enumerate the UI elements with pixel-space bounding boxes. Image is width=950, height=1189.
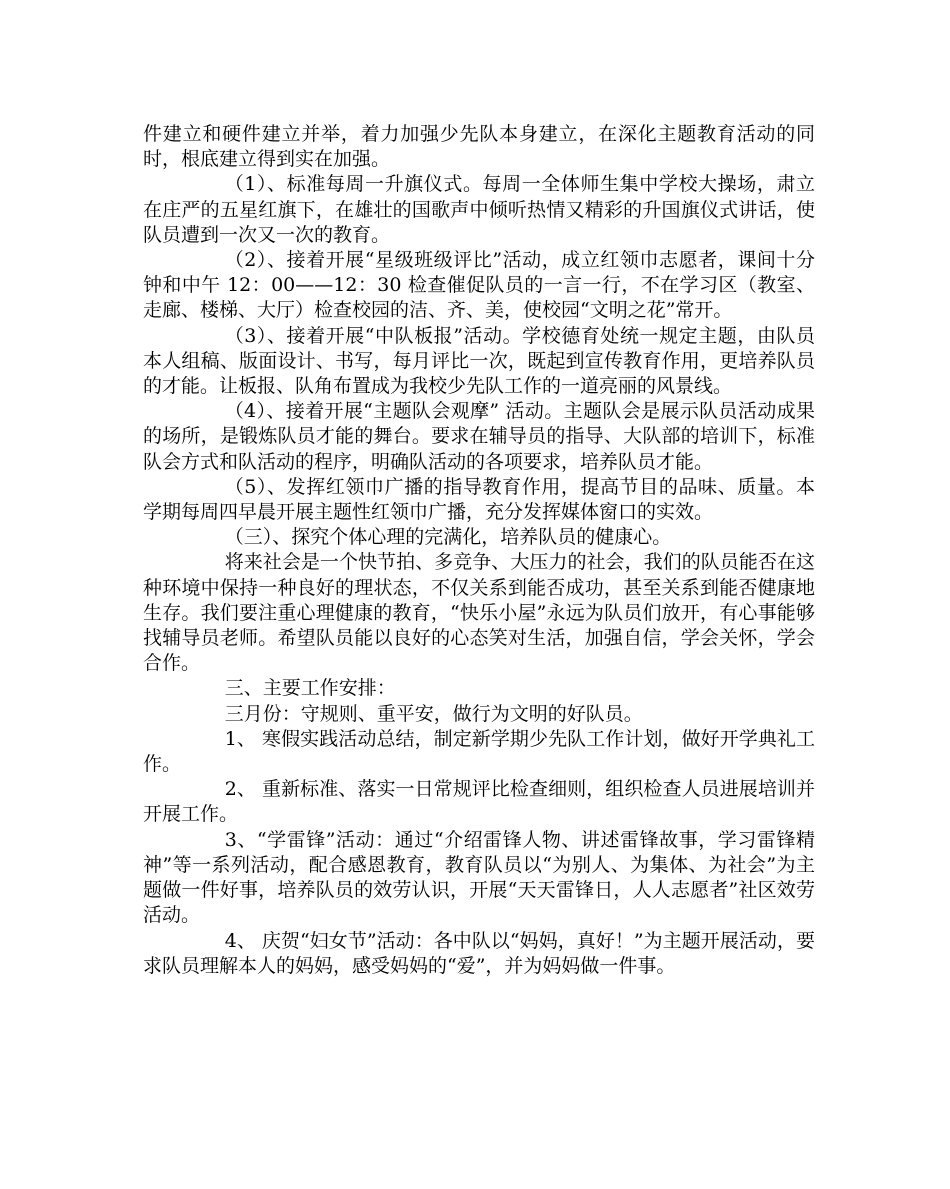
paragraph-item-1: （1）、标准每周一升旗仪式。每周一全体师生集中学校大操场，肃立在庄严的五星红旗下，在雄壮的国歌声中倾听热情又精彩的升国旗仪式讲话，使队员遭到一次又一次的教育。 [143, 173, 815, 246]
list-item-4: 4、 庆贺“妇女节”活动：各中队以“妈妈，真好！”为主题开展活动，要求队员理解本人的妈妈，感受妈妈的“爱”，并为妈妈做一件事。 [143, 929, 815, 977]
month-heading-march: 三月份：守规则、重平安，做行为文明的好队员。 [224, 702, 643, 725]
paragraph-item-2: （2）、接着开展“星级班级评比”活动，成立红领巾志愿者，课间十分钟和中午 12：00——12：30 检查催促队员的一言一行，不在学习区（教室、走廊、楼梯、大厅）检查校园的洁、齐、美，使校园“文明之花”常开。 [143, 249, 815, 322]
paragraph-psychology: 将来社会是一个快节拍、多竞争、大压力的社会，我们的队员能否在这种环境中保持一种良好的理状态，不仅关系到能否成功，甚至关系到能否健康地生存。我们要注重心理健康的教育，“快乐小屋”永远为队员们放开，有心事能够找辅导员老师。希望队员能以良好的心态笑对生活，加强自信，学会关怀，学会合作。 [143, 551, 815, 675]
list-item-2: 2、 重新标准、落实一日常规评比检查细则，组织检查人员进展培训并开展工作。 [143, 778, 815, 826]
paragraph-item-4: （4）、接着开展“主题队会观摩” 活动。主题队会是展示队员活动成果的场所，是锻炼队员才能的舞台。要求在辅导员的指导、大队部的培训下，标准队会方式和队活动的程序，明确队活动的各项要求，培养队员才能。 [143, 400, 815, 473]
paragraph-item-3: （3）、接着开展“中队板报”活动。学校德育处统一规定主题，由队员本人组稿、版面设计、书写，每月评比一次，既起到宣传教育作用，更培养队员的才能。让板报、队角布置成为我校少先队工作的一道亮丽的风景线。 [143, 324, 815, 398]
section-heading-psychology: （三）、探究个体心理的完满化，培养队员的健康心。 [224, 526, 672, 549]
paragraph-item-5: （5）、发挥红领巾广播的指导教育作用，提高节目的品味、质量。本学期每周四早晨开展主题性红领巾广播，充分发挥媒体窗口的实效。 [143, 475, 815, 524]
list-item-3: 3、“学雷锋”活动：通过“介绍雷锋人物、讲述雷锋故事，学习雷锋精神”等一系列活动，配合感恩教育，教育队员以“为别人、为集体、为社会”为主题做一件好事，培养队员的效劳认识，开展“天天雷锋日，人人志愿者”社区效劳活动。 [143, 828, 815, 927]
paragraph-continuation: 件建立和硬件建立并举，着力加强少先队本身建立，在深化主题教育活动的同时，根底建立得到实在加强。 [143, 123, 815, 171]
document-body [143, 122, 815, 979]
list-item-1: 1、 寒假实践活动总结，制定新学期少先队工作计划，做好开学典礼工作。 [143, 727, 815, 776]
section-heading-work-plan: 三、主要工作安排： [224, 677, 396, 700]
